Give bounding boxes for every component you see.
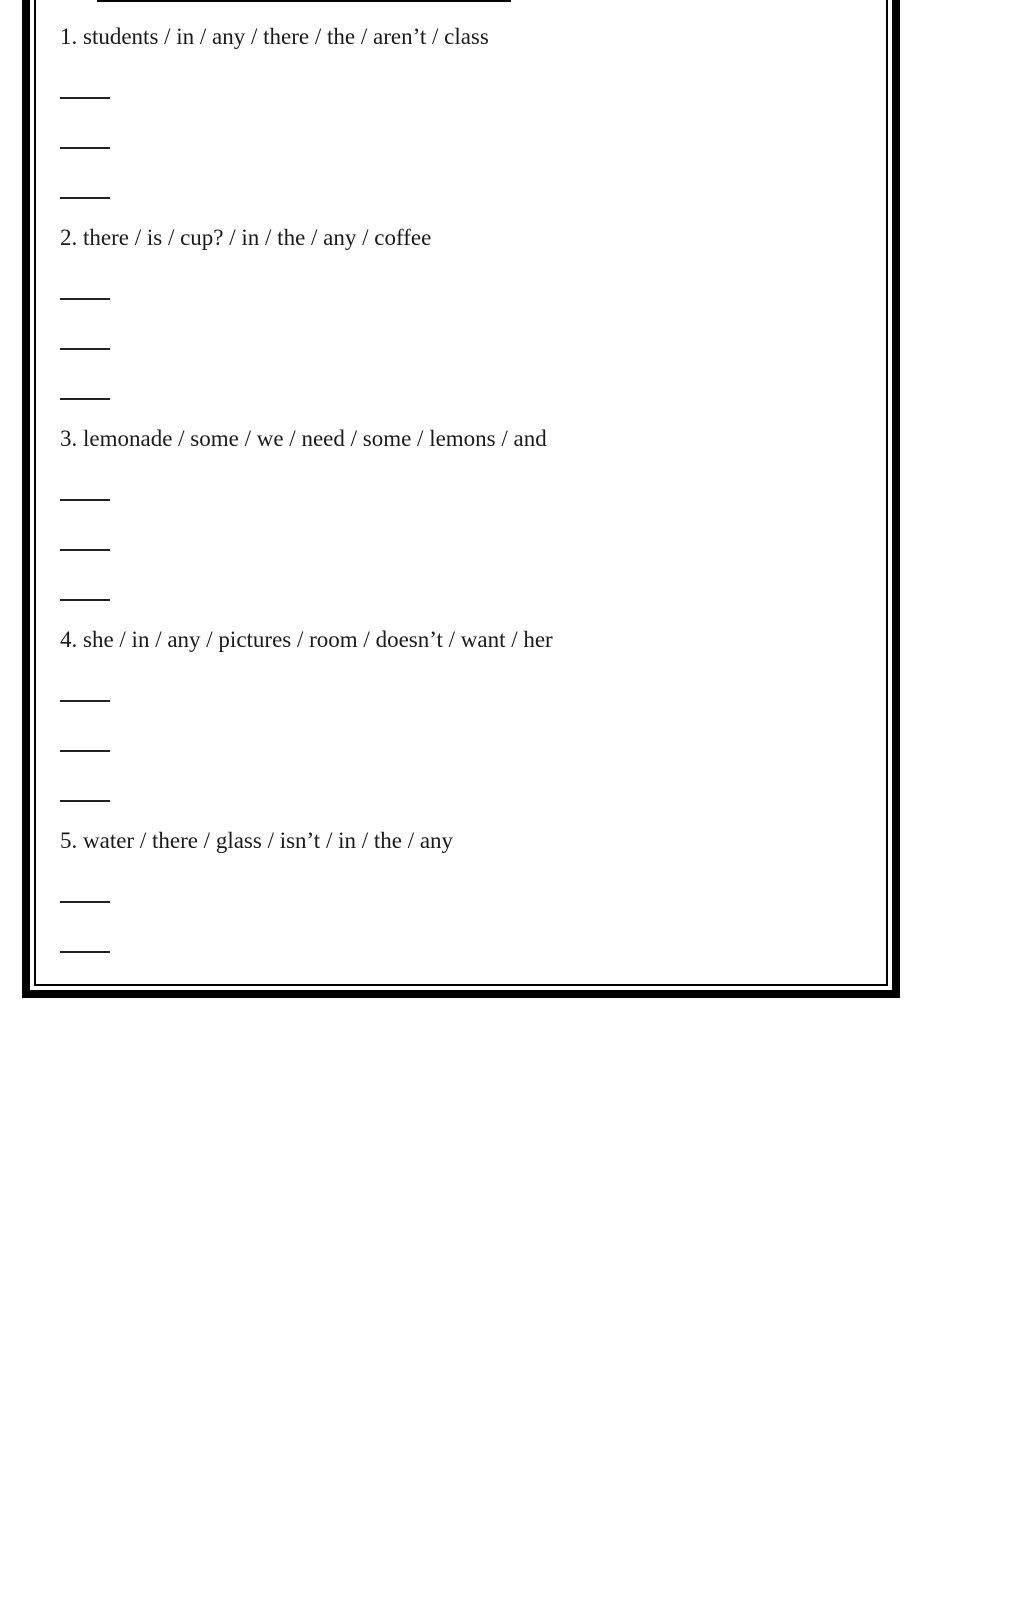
- answer-blank: [60, 197, 110, 199]
- exercise-item-2: [60, 223, 860, 424]
- exercise-item-4: [60, 625, 860, 826]
- answer-blank: [60, 800, 110, 802]
- answer-blank: [60, 499, 110, 501]
- exercise-item-1: [60, 22, 860, 223]
- answer-blank: [60, 298, 110, 300]
- exercise-item-3: [60, 424, 860, 625]
- answer-blank: [60, 700, 110, 702]
- answer-blank: [60, 97, 110, 99]
- exercise-prompt-1: 1. students / in / any / there / the / aren’t / class: [60, 24, 489, 49]
- exercise-prompt-4: 4. she / in / any / pictures / room / doesn’t / want / her: [60, 627, 553, 652]
- exercise-list: [60, 22, 860, 1027]
- answer-blank: [60, 750, 110, 752]
- answer-blank: [60, 398, 110, 400]
- answer-blank: [60, 549, 110, 551]
- exercise-prompt-3: 3. lemonade / some / we / need / some / lemons / and: [60, 426, 547, 451]
- answer-blank: [60, 147, 110, 149]
- exercise-prompt-5: 5. water / there / glass / isn’t / in / the / any: [60, 828, 454, 853]
- exercise-item-5: [60, 826, 860, 1027]
- answer-blank: [60, 599, 110, 601]
- answer-blank: [60, 901, 110, 903]
- title-underline: [97, 0, 511, 2]
- answer-blank: [60, 348, 110, 350]
- exercise-prompt-2: 2. there / is / cup? / in / the / any / coffee: [60, 225, 432, 250]
- answer-blank: [60, 951, 110, 953]
